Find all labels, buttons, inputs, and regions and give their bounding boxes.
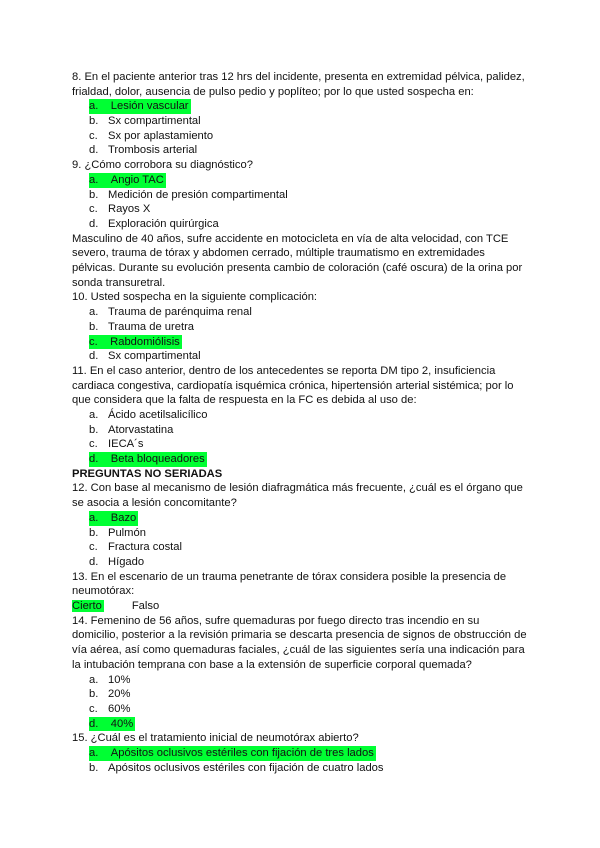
option-text: IECA´s [108,438,144,451]
option-q14-d [72,717,527,732]
option-text: Ácido acetilsalicílico [108,408,208,421]
option-q9-d [72,217,527,232]
option-text: Sx compartimental [108,115,201,128]
option-q8-a [72,99,527,114]
option-letter: d. [89,453,99,466]
options-q14 [72,673,527,732]
option-text: Rayos X [108,203,151,216]
option-q8-d [72,143,527,158]
option-q12-a [72,511,527,526]
option-q10-b [72,320,527,335]
option-text: Angio TAC [110,173,164,186]
option-text: Trombosis arterial [108,144,198,157]
option-letter: b. [89,526,99,539]
option-text: 20% [108,688,131,701]
option-q15-b [72,761,527,776]
option-q11-b [72,423,527,438]
option-text: Beta bloqueadores [110,453,205,466]
option-letter: b. [89,688,99,701]
document-page [72,70,527,775]
option-letter: c. [89,702,98,715]
option-letter: c. [89,203,98,216]
case-paragraph: Masculino de 40 años, sufre accidente en motocicleta en vía de alta velocidad, con TCE severo, trauma de tórax y abdomen cerrado, múltiple traumatismo en extremidades pélvicas. Durante su evolución presenta cambio de coloración (café oscura) de la orina por sonda transuretral. [72,232,523,289]
true-false-answers [72,599,527,614]
question-13: 13. En el escenario de un trauma penetrante de tórax considera posible la presencia de neumotórax: [72,570,507,598]
answer-true: Cierto [72,600,102,612]
option-letter: d. [89,217,99,230]
option-q10-a [72,305,527,320]
option-letter: b. [89,188,99,201]
option-q14-b [72,687,527,702]
option-q15-a [72,746,527,761]
option-letter: c. [89,129,98,142]
option-text: Pulmón [108,526,146,539]
question-12: 12. Con base al mecanismo de lesión diafragmática más frecuente, ¿cuál es el órgano que se asocia a lesión concomitante? [72,482,523,510]
question-11: 11. En el caso anterior, dentro de los antecedentes se reporta DM tipo 2, insuficiencia cardiaca congestiva, cardiopatía isquémica crónica, hipertensión arterial sistémica; por lo que considera que la falta de respuesta en la FC es debida al uso de: [72,364,514,407]
option-q8-c [72,129,527,144]
option-text: Apósitos oclusivos estériles con fijación de cuatro lados [108,761,384,774]
option-q9-c [72,202,527,217]
option-letter: a. [89,408,99,421]
option-q11-a [72,408,527,423]
question-10: 10. Usted sospecha en la siguiente complicación: [72,291,318,304]
option-q14-a [72,673,527,688]
option-q11-d [72,452,527,467]
option-letter: a. [89,173,99,186]
question-15: 15. ¿Cuál es el tratamiento inicial de neumotórax abierto? [72,732,359,745]
option-letter: a. [89,100,99,113]
option-letter: a. [89,511,99,524]
option-q8-b [72,114,527,129]
option-letter: c. [89,438,98,451]
option-text: Lesión vascular [110,100,189,113]
option-q10-d [72,349,527,364]
option-q9-a [72,173,527,188]
options-q8 [72,99,527,158]
option-q11-c [72,437,527,452]
option-letter: b. [89,423,99,436]
option-text: Trauma de parénquima renal [108,306,252,319]
option-text: Bazo [110,511,137,524]
option-text: Trauma de uretra [108,320,195,333]
option-text: Apósitos oclusivos estériles con fijación de tres lados [110,746,374,759]
option-text: Fractura costal [108,541,182,554]
question-9: 9. ¿Cómo corrobora su diagnóstico? [72,159,253,172]
answer-false: Falso [131,600,160,612]
option-text: 40% [110,717,134,730]
section-heading: PREGUNTAS NO SERIADAS [72,467,223,480]
options-q10 [72,305,527,364]
option-letter: a. [89,746,99,759]
option-q9-b [72,188,527,203]
option-q14-c [72,702,527,717]
option-text: 10% [108,673,131,686]
options-q9 [72,173,527,232]
option-text: Sx compartimental [108,350,201,363]
option-letter: d. [89,144,99,157]
option-letter: c. [89,335,98,348]
option-text: Rabdomiólisis [110,335,180,348]
option-letter: a. [89,673,99,686]
option-letter: b. [89,115,99,128]
option-q12-c [72,540,527,555]
option-letter: d. [89,350,99,363]
question-14: 14. Femenino de 56 años, sufre quemaduras por fuego directo tras incendio en su domicilio, posterior a la revisión primaria se descarta presencia de signos de obstrucción de vía aérea, así como quemaduras faciales, ¿cuál de las siguientes sería una indicación para la intubación temprana con base a la extensión de superficie corporal quemada? [72,614,527,671]
options-q12 [72,511,527,570]
option-q10-c [72,335,527,350]
option-q12-b [72,526,527,541]
option-text: Sx por aplastamiento [108,129,214,142]
option-q12-d [72,555,527,570]
option-letter: a. [89,306,99,319]
option-text: Hígado [108,555,145,568]
question-8: 8. En el paciente anterior tras 12 hrs del incidente, presenta en extremidad pélvica, palidez, frialdad, dolor, ausencia de pulso pedio y poplíteo; por lo que usted sospecha en: [72,71,525,98]
option-text: 60% [108,702,131,715]
option-text: Atorvastatina [108,423,174,436]
option-letter: d. [89,555,99,568]
option-letter: b. [89,320,99,333]
options-q11 [72,408,527,467]
option-text: Exploración quirúrgica [108,217,219,230]
option-letter: b. [89,761,99,774]
option-text: Medición de presión compartimental [108,188,288,201]
option-letter: d. [89,717,99,730]
options-q15 [72,746,527,775]
option-letter: c. [89,541,98,554]
